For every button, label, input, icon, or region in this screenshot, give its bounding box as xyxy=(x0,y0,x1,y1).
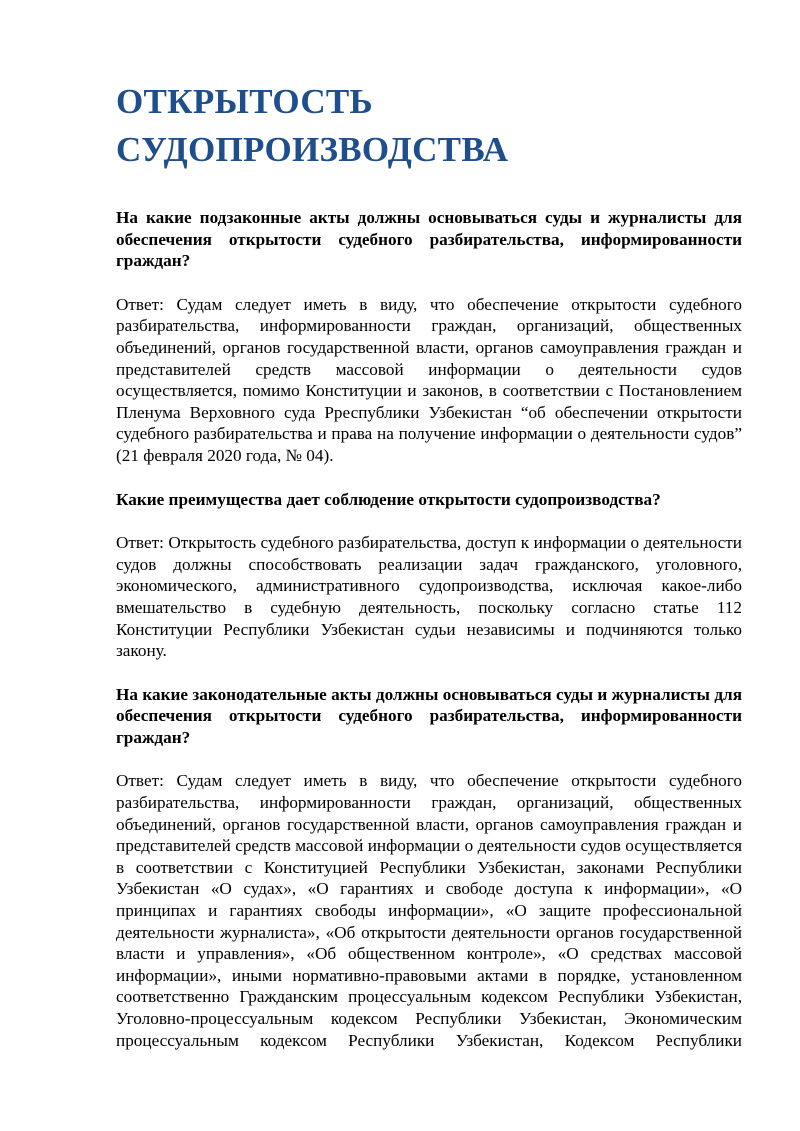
question-2: Какие преимущества дает соблюдение открытости судопроизводства? xyxy=(116,489,661,509)
question-3: На какие законодательные акты должны основываться суды и журналисты для обеспечения открытости судебного разбирательства, информированности граждан? xyxy=(116,684,742,747)
title-line-2: СУДОПРОИЗВОДСТВА xyxy=(116,130,509,169)
answer-1: Ответ: Судам следует иметь в виду, что обеспечение открытости судебного разбирательства, информированности граждан, организаций, общественных объединений, органов государственной власти, органов самоуправления граждан и представителей средств массовой информации о деятельности судов осуществляется, помимо Конституции и законов, в соответствии с Постановлением Пленума Верховного суда Рреспублики Узбекистан “об обеспечении открытости судебного разбирательства и права на получение информации о деятельности судов” (21 февраля 2020 года, № 04). xyxy=(116,294,742,465)
page-title xyxy=(116,78,742,174)
title-line-1: ОТКРЫТОСТЬ xyxy=(116,82,373,121)
document-page xyxy=(116,78,742,1051)
answer-3: Ответ: Судам следует иметь в виду, что обеспечение открытости судебного разбирательства, информированности граждан, организаций, общественных объединений, органов государственной власти, органов самоуправления граждан и представителей средств массовой информации о деятельности судов осуществляется в соответствии с Конституцией Республики Узбекистан, законами Республики Узбекистан «О судах», «О гарантиях и свободе доступа к информации», «О принципах и гарантиях свободы информации», «О защите профессиональной деятельности журналиста», «Об открытости деятельности органов государственной власти и управления», «Об общественном контроле», «О средствах массовой информации», иными нормативно-правовыми актами в порядке, установленном соответственно Гражданским процессуальным кодексом Республики Узбекистан, Уголовно-процессуальным кодексом Республики Узбекистан, Экономическим процессуальным кодексом Республики Узбекистан, Кодексом Республики xyxy=(116,771,742,1050)
question-1: На какие подзаконные акты должны основываться суды и журналисты для обеспечения открытости судебного разбирательства, информированности граждан? xyxy=(116,208,742,271)
answer-2: Ответ: Открытость судебного разбирательства, доступ к информации о деятельности судов должны способствовать реализации задач гражданского, уголовного, экономического, административного судопроизводства, исключая какое-либо вмешательство в судебную деятельность, поскольку согласно статье 112 Конституции Республики Узбекистан судьи независимы и подчиняются только закону. xyxy=(116,533,742,661)
